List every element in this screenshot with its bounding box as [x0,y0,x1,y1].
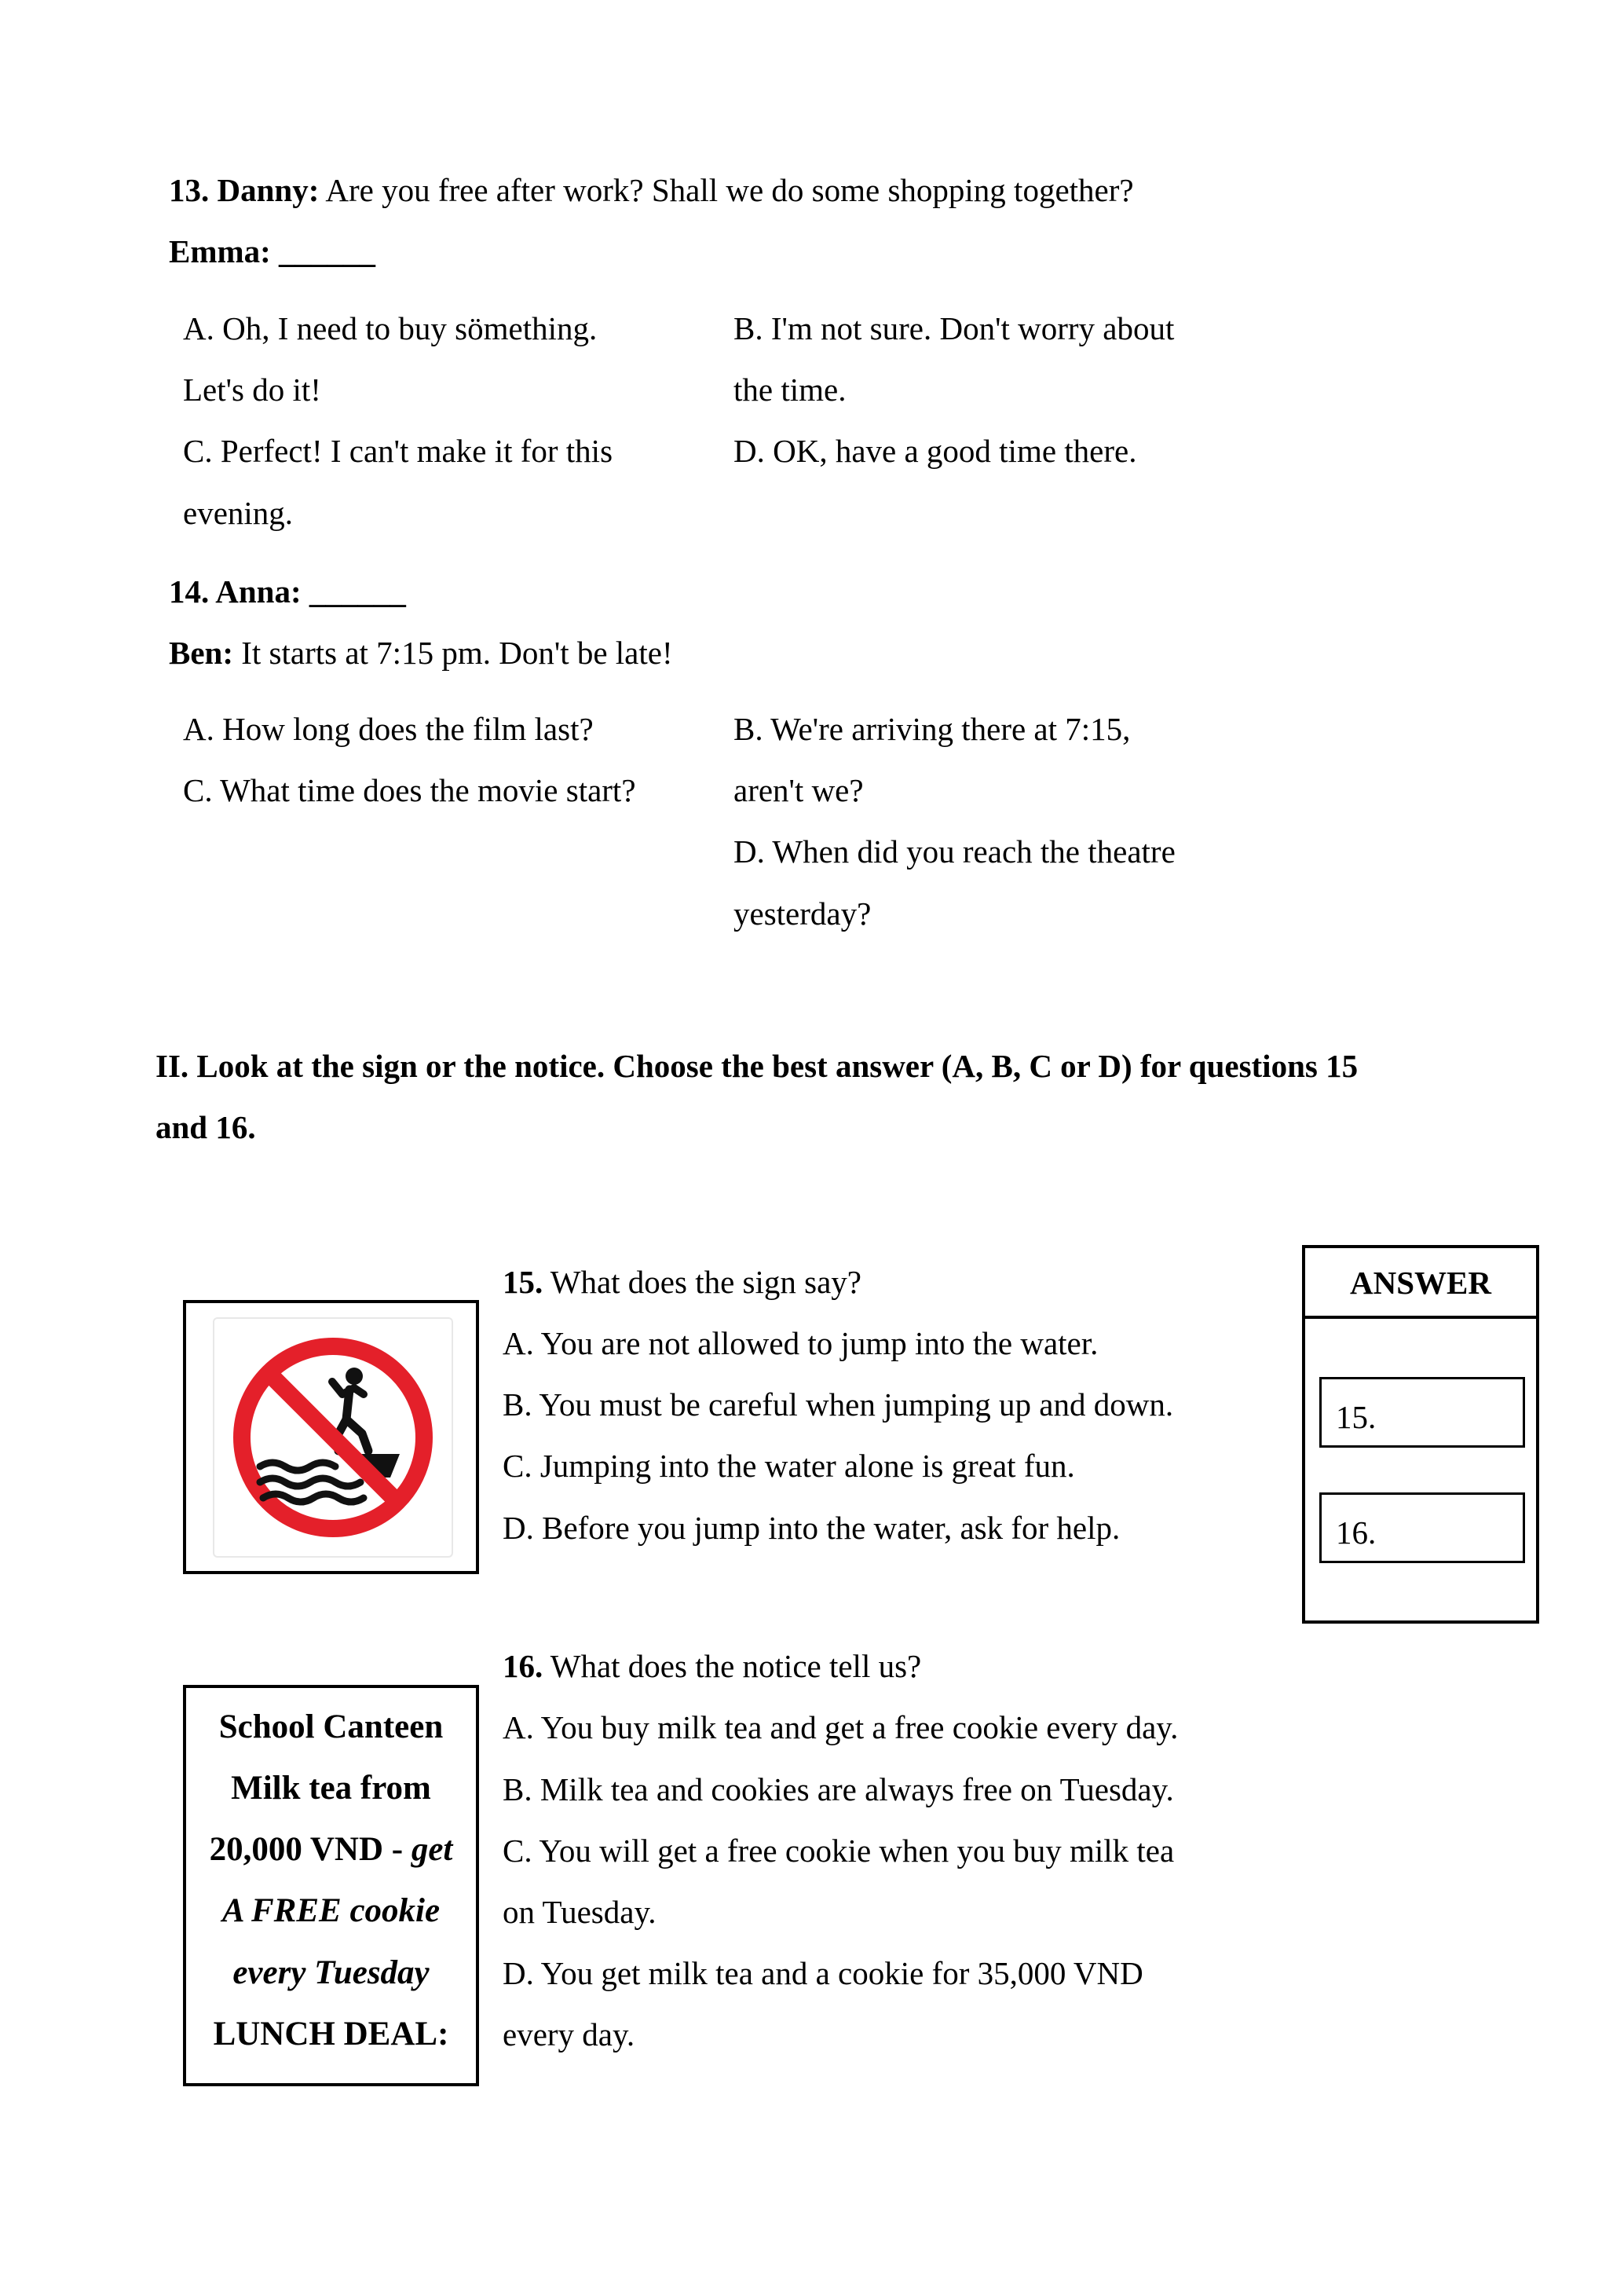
sign-frame [183,1300,479,1574]
q13-prompt: 13. Danny: Are you free after work? Shall we do some shopping together? [169,172,1134,208]
section-heading-cont: and 16. [155,1109,256,1145]
q16-option-a: A. You buy milk tea and get a free cookie every day. [503,1709,1179,1745]
notice-frame [183,1685,479,2086]
q14-option-b: B. We're arriving there at 7:15, [733,711,1131,747]
q16-option-c-cont: on Tuesday. [503,1894,657,1930]
q14-option-c: C. What time does the movie start? [183,772,636,808]
sign-card [213,1317,453,1558]
q16-option-d: D. You get milk tea and a cookie for 35,000 VND [503,1955,1143,1991]
q16-option-c: C. You will get a free cookie when you buy milk tea [503,1833,1175,1869]
q14-option-d: D. When did you reach the theatre [733,833,1176,870]
q13-option-b: B. I'm not sure. Don't worry about [733,310,1175,346]
q13-option-c-cont: evening. [183,495,294,531]
q16-option-b: B. Milk tea and cookies are always free on Tuesday. [503,1771,1174,1807]
q16-question: 16. What does the notice tell us? [503,1648,922,1684]
q16-option-d-cont: every day. [503,2016,635,2052]
q13-option-c: C. Perfect! I can't make it for this [183,433,613,469]
notice-line-5: every Tuesday [232,1954,430,1991]
q15-question: 15. What does the sign say? [503,1264,861,1300]
answer-title: ANSWER [1350,1265,1491,1301]
answer-slot-16[interactable]: 16. [1319,1492,1525,1563]
notice-line-1: School Canteen [218,1708,444,1745]
q13-option-b-cont: the time. [733,372,847,408]
answer-header [1305,1248,1536,1319]
notice-line-2: Milk tea from [231,1770,431,1807]
q15-option-d: D. Before you jump into the water, ask for help. [503,1510,1121,1546]
notice-line-6: LUNCH DEAL: [213,2016,449,2052]
answer-box [1302,1245,1539,1624]
q14-option-d-cont: yesterday? [733,895,872,932]
section-heading: II. Look at the sign or the notice. Choose the best answer (A, B, C or D) for questions 15 [155,1048,1359,1084]
q13-option-a: A. Oh, I need to buy sömething. [183,310,598,346]
notice-line-3: 20,000 VND - get [209,1831,453,1868]
q13-option-a-cont: Let's do it! [183,372,321,408]
q14-prompt-blank: 14. Anna: ______ [169,573,406,610]
q14-option-a: A. How long does the film last? [183,711,594,747]
q13-response-blank: Emma: ______ [169,233,376,269]
q13-option-d: D. OK, have a good time there. [733,433,1137,469]
q15-option-b: B. You must be careful when jumping up and down. [503,1386,1174,1423]
q15-option-a: A. You are not allowed to jump into the water. [503,1325,1099,1361]
q14-response: Ben: It starts at 7:15 pm. Don't be late! [169,635,673,671]
q14-option-b-cont: aren't we? [733,772,864,808]
no-jumping-into-water-icon [214,1319,452,1556]
q15-option-c: C. Jumping into the water alone is great fun. [503,1448,1075,1484]
answer-slot-15[interactable]: 15. [1319,1377,1525,1448]
notice-line-4: A FREE cookie [221,1892,441,1929]
